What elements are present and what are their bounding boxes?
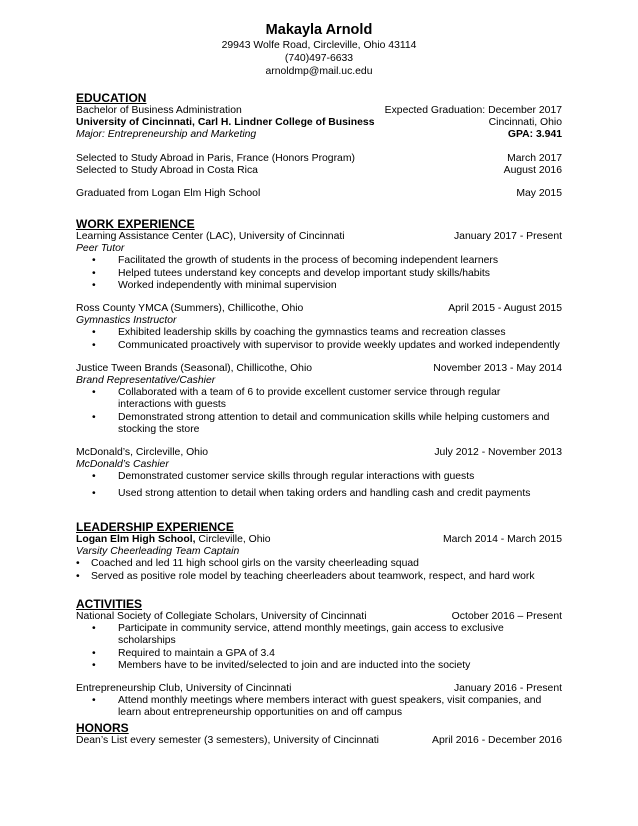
school: University of Cincinnati, Carl H. Lindner College of Business (76, 117, 375, 129)
list-item: • Used strong attention to detail when taking orders and handling cash and credit payments (76, 488, 562, 500)
job-dates: April 2015 - August 2015 (448, 303, 562, 315)
leadership-section (76, 520, 562, 583)
section-title-leadership: LEADERSHIP EXPERIENCE (76, 520, 234, 534)
job-org: McDonald’s, Circleville, Ohio (76, 447, 209, 459)
activities-section (76, 597, 562, 720)
job-bullets (76, 255, 562, 292)
candidate-name: Makayla Arnold (265, 22, 373, 38)
list-item: • Exhibited leadership skills by coaching the gymnastics teams and recreation classes (76, 327, 562, 339)
high-school: Graduated from Logan Elm High School (76, 188, 261, 200)
activity-entry (76, 611, 562, 672)
honor-item: Dean’s List every semester (3 semesters), University of Cincinnati (76, 735, 379, 746)
list-item: • Demonstrated customer service skills through regular interactions with guests (76, 471, 562, 483)
job-dates: July 2012 - November 2013 (434, 447, 562, 459)
list-item: • Required to maintain a GPA of 3.4 (76, 648, 562, 660)
email: arnoldmp@mail.uc.edu (265, 66, 373, 77)
job-entry (76, 363, 562, 436)
honors-section (76, 721, 562, 747)
job-entry (76, 447, 562, 500)
section-title-work: WORK EXPERIENCE (76, 217, 195, 231)
job-entry (76, 303, 562, 352)
job-dates: November 2013 - May 2014 (433, 362, 562, 374)
job-role: Peer Tutor (76, 243, 125, 255)
activity-org: National Society of Collegiate Scholars, University of Cincinnati (76, 611, 367, 622)
activity-bullets (76, 623, 562, 672)
abroad-row (76, 165, 562, 177)
list-item: • Members have to be invited/selected to join and are inducted into the society (76, 660, 562, 672)
activity-entry (76, 683, 562, 720)
gpa: GPA: 3.941 (507, 129, 562, 141)
school-location: Cincinnati, Ohio (488, 117, 562, 129)
list-item: • Participate in community service, attend monthly meetings, gain access to exclusive scholarships (76, 623, 562, 647)
degree: Bachelor of Business Administration (76, 105, 242, 116)
abroad-paris: Selected to Study Abroad in Paris, France (Honors Program) (76, 152, 355, 164)
activity-bullets (76, 695, 546, 719)
job-role: McDonald’s Cashier (76, 459, 169, 471)
activity-dates: January 2016 - Present (453, 683, 562, 695)
major: Major: Entrepreneurship and Marketing (76, 129, 257, 141)
list-item: • Attend monthly meetings where members interact with guest speakers, visit companies, and learn about entrepreneurship opportunities on and off campus (76, 695, 546, 719)
leadership-bullets (76, 558, 562, 582)
education-section (76, 91, 562, 200)
list-item: • Helped tutees understand key concepts and develop important study skills/habits (76, 268, 562, 280)
section-title-honors: HONORS (76, 721, 129, 735)
list-item: • Facilitated the growth of students in the process of becoming independent learners (76, 255, 562, 267)
abroad-row (76, 153, 562, 165)
list-item: • Served as positive role model by teaching cheerleaders about teamwork, respect, and hard work (76, 571, 562, 583)
job-role: Brand Representative/Cashier (76, 375, 216, 387)
degree-row (76, 105, 562, 117)
activity-org: Entrepreneurship Club, University of Cincinnati (76, 683, 292, 695)
expected-graduation: Expected Graduation: December 2017 (384, 105, 562, 116)
list-item: • Demonstrated strong attention to detail and communication skills while helping customers and stocking the store (76, 412, 556, 436)
section-title-activities: ACTIVITIES (76, 597, 143, 611)
job-entry (76, 231, 562, 292)
work-section (76, 217, 562, 500)
job-role: Gymnastics Instructor (76, 315, 177, 327)
job-bullets (76, 471, 562, 499)
section-title-education: EDUCATION (76, 91, 147, 105)
leadership-org-name: Logan Elm High School, (76, 534, 196, 545)
high-school-date: May 2015 (516, 188, 562, 200)
honor-dates: April 2016 - December 2016 (432, 735, 562, 746)
abroad-costa-rica-date: August 2016 (503, 164, 562, 176)
list-item: • Communicated proactively with supervisor to provide weekly updates and worked independently (76, 340, 562, 352)
list-item: • Coached and led 11 high school girls on the varsity cheerleading squad (76, 558, 562, 570)
job-bullets (76, 327, 562, 351)
resume-header (0, 22, 638, 78)
leadership-role: Varsity Cheerleading Team Captain (76, 546, 240, 558)
address: 29943 Wolfe Road, Circleville, Ohio 43114 (221, 40, 417, 51)
job-org: Justice Tween Brands (Seasonal), Chillicothe, Ohio (76, 362, 313, 374)
phone: (740)497-6633 (284, 53, 354, 64)
list-item: • Collaborated with a team of 6 to provide excellent customer service through regular interactions with guests (76, 387, 556, 411)
job-dates: January 2017 - Present (453, 231, 562, 242)
leadership-dates: March 2014 - March 2015 (443, 534, 562, 545)
job-bullets (76, 387, 556, 436)
abroad-costa-rica: Selected to Study Abroad in Costa Rica (76, 164, 258, 176)
abroad-paris-date: March 2017 (507, 152, 562, 164)
activity-dates: October 2016 – Present (451, 611, 562, 622)
school-row (76, 117, 562, 129)
leadership-org (76, 534, 271, 546)
job-org: Ross County YMCA (Summers), Chillicothe, Ohio (76, 303, 304, 315)
job-org: Learning Assistance Center (LAC), University of Cincinnati (76, 231, 345, 242)
major-row (76, 129, 562, 141)
high-school-row (76, 188, 562, 200)
leadership-org-location: Circleville, Ohio (195, 534, 271, 545)
list-item: • Worked independently with minimal supervision (76, 280, 562, 292)
